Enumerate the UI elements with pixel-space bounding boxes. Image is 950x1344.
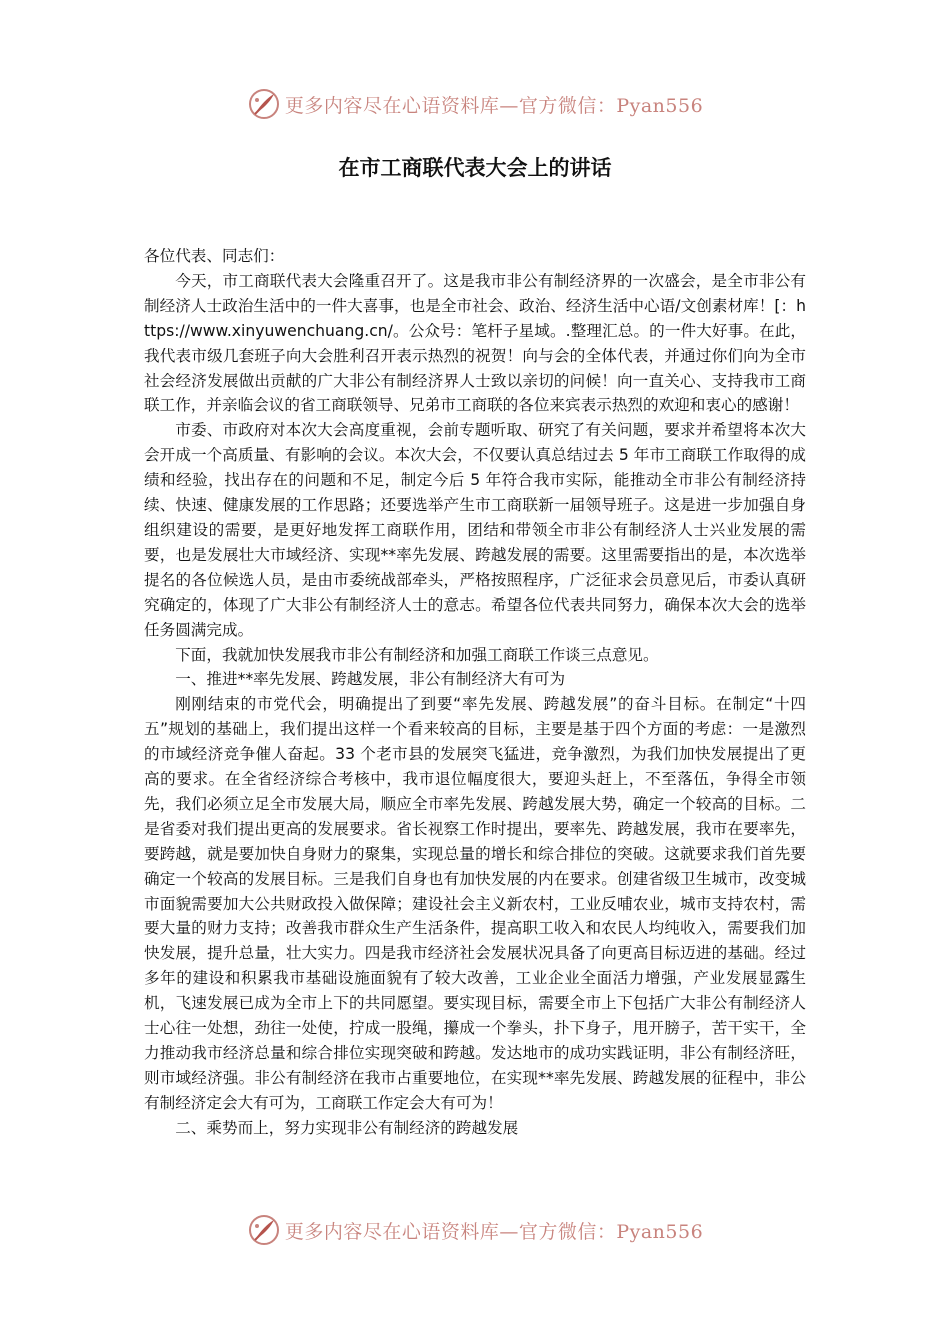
section-heading: 一、推进**率先发展、跨越发展，非公有制经济大有可为 (175, 670, 566, 689)
section-heading: 二、乘势而上，努力实现非公有制经济的跨越发展 (175, 1118, 519, 1137)
document-title: 在市工商联代表大会上的讲话 (338, 156, 612, 180)
quill-logo-icon (247, 87, 281, 121)
document-body (144, 244, 806, 1141)
header-watermark (0, 84, 950, 124)
watermark-text: 更多内容尽在心语资料库—官方微信：Pyan556 (284, 94, 704, 117)
salutation: 各位代表、同志们： (144, 247, 285, 265)
footer-watermark (0, 1210, 950, 1250)
watermark-text: 更多内容尽在心语资料库—官方微信：Pyan556 (284, 1220, 704, 1243)
paragraph: 市委、市政府对本次大会高度重视，会前专题听取、研究了有关问题，要求并希望将本次大会开成一个高质量、有影响的会议。本次大会，不仅要认真总结过去 5 年市工商联工作取得的成绩和经验，找出存在的问题和不足，制定今后 5 年符合我市实际，能推动全市非公有制经济持续、快速、健康发展的工作思路；还要选举产生市工商联新一届领导班子。这是进一步加强自身组织建设的需要，是更好地发挥工商联作用，团结和带领全市非公有制经济人士兴业发展的需要，也是发展壮大市域经济、实现**率先发展、跨越发展的需要。这里需要指出的是，本次选举提名的各位候选人员，是由市委统战部牵头，严格按照程序，广泛征求会员意见后，市委认真研究确定的，体现了广大非公有制经济人士的意志。希望各位代表共同努力，确保本次大会的选举任务圆满完成。 (144, 421, 806, 639)
paragraph: 今天，市工商联代表大会隆重召开了。这是我市非公有制经济界的一次盛会，是全市非公有制经济人士政治生活中的一件大喜事，也是全市社会、政治、经济生活中心语/文创素材库！[：https://www.xinyuwenchuang.cn/。公众号：笔杆子星域。.整理汇总。的一件大好事。在此，我代表市级几套班子向大会胜利召开表示热烈的祝贺！向与会的全体代表，并通过你们向为全市社会经济发展做出贡献的广大非公有制经济界人士致以亲切的问候！向一直关心、支持我市工商联工作，并亲临会议的省工商联领导、兄弟市工商联的各位来宾表示热烈的欢迎和衷心的感谢！ (144, 271, 806, 415)
paragraph: 刚刚结束的市党代会，明确提出了到要“率先发展、跨越发展”的奋斗目标。在制定“十四五”规划的基础上，我们提出这样一个看来较高的目标，主要是基于四个方面的考虑：一是激烈的市域经济竞争催人奋起。33 个老市县的发展突飞猛进，竞争激烈，为我们加快发展提出了更高的要求。在全省经济综合考核中，我市退位幅度很大，要迎头赶上，不至落伍，争得全市领先，我们必须立足全市发展大局，顺应全市率先发展、跨越发展大势，确定一个较高的目标。二是省委对我们提出更高的发展要求。省长视察工作时提出，要率先、跨越发展，我市在要率先，要跨越，就是要加快自身财力的聚集，实现总量的增长和综合排位的突破。这就要求我们首先要确定一个较高的发展目标。三是我们自身也有加快发展的内在要求。创建省级卫生城市，改变城市面貌需要加大公共财政投入做保障；建设社会主义新农村，工业反哺农业，城市支持农村，需要大量的财力支持；改善我市群众生产生活条件，提高职工收入和农民人均纯收入，需要我们加快发展，提升总量，壮大实力。四是我市经济社会发展状况具备了向更高目标迈进的基础。经过多年的建设和积累我市基础设施面貌有了较大改善，工业企业全面活力增强，产业发展显露生机，飞速发展已成为全市上下的共同愿望。要实现目标，需要全市上下包括广大非公有制经济人士心往一处想，劲往一处使，拧成一股绳，攥成一个拳头，扑下身子，甩开膀子，苦干实干，全力推动我市经济总量和综合排位实现突破和跨越。发达地市的成功实践证明，非公有制经济旺，则市域经济强。非公有制经济在我市占重要地位，在实现**率先发展、跨越发展的征程中，非公有制经济定会大有可为，工商联工作定会大有可为！ (144, 695, 806, 1112)
paragraph: 下面，我就加快发展我市非公有制经济和加强工商联工作谈三点意见。 (175, 645, 659, 664)
quill-logo-icon (247, 1213, 281, 1247)
